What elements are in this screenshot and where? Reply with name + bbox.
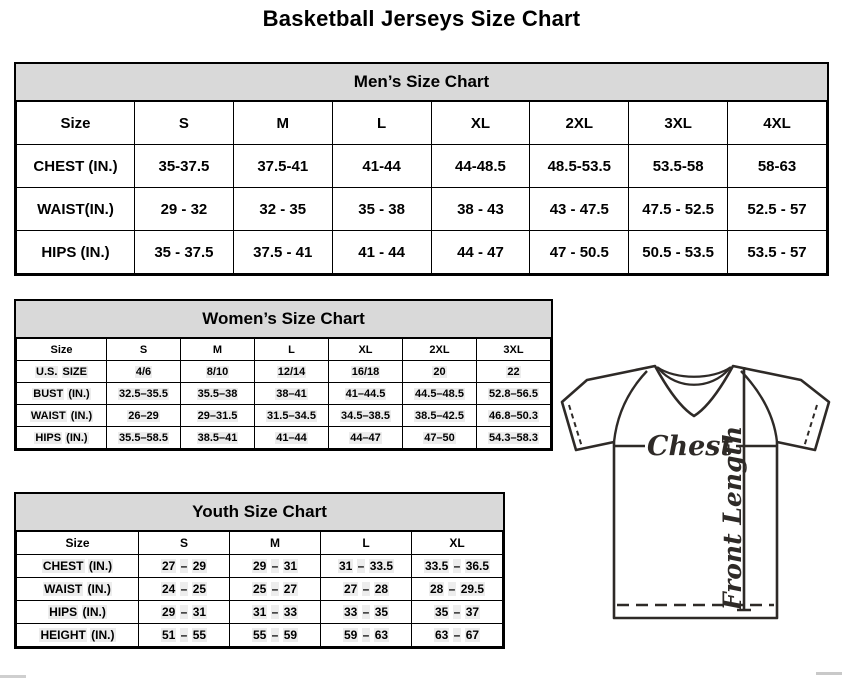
left-cuff-stitch-dashed-line bbox=[569, 405, 582, 447]
column-header-cell: XL bbox=[431, 102, 530, 145]
highlighted-text: 55 bbox=[252, 628, 267, 642]
value-cell bbox=[181, 405, 255, 427]
highlighted-text: – bbox=[180, 582, 188, 596]
value-cell bbox=[255, 361, 329, 383]
value-cell: 48.5-53.5 bbox=[530, 145, 629, 188]
column-header-cell: 2XL bbox=[403, 339, 477, 361]
highlighted-text: HIPS bbox=[49, 605, 78, 619]
value-cell: 37.5-41 bbox=[233, 145, 332, 188]
front-length-measure-label: Front Length bbox=[718, 425, 747, 611]
row-label-cell bbox=[17, 624, 139, 647]
row-label-cell: HIPS (IN.) bbox=[17, 231, 135, 274]
highlighted-text: – bbox=[357, 559, 365, 573]
table-row bbox=[17, 555, 503, 578]
row-label-cell bbox=[17, 427, 107, 449]
row-label-cell bbox=[17, 601, 139, 624]
horizontal-scrollbar-fragment-left[interactable] bbox=[0, 675, 26, 678]
highlighted-text: 29 bbox=[252, 559, 267, 573]
highlighted-text: 25 bbox=[192, 582, 207, 596]
highlighted-text: BUST bbox=[33, 387, 64, 400]
highlighted-text: 31 bbox=[252, 605, 267, 619]
highlighted-text: 27 bbox=[161, 559, 176, 573]
highlighted-text: (IN.) bbox=[87, 582, 111, 596]
highlighted-text: 38–41 bbox=[276, 387, 307, 400]
highlighted-text: 55 bbox=[192, 628, 207, 642]
table-row bbox=[17, 405, 551, 427]
column-header-cell: M bbox=[181, 339, 255, 361]
table-row bbox=[17, 361, 551, 383]
womens-table-grid bbox=[16, 338, 551, 449]
value-cell bbox=[230, 578, 321, 601]
row-label-cell bbox=[17, 405, 107, 427]
highlighted-text: – bbox=[180, 559, 188, 573]
value-cell bbox=[477, 405, 551, 427]
highlighted-text: (IN.) bbox=[91, 628, 115, 642]
table-row bbox=[17, 601, 503, 624]
value-cell: 37.5 - 41 bbox=[233, 231, 332, 274]
column-header-cell: S bbox=[135, 102, 234, 145]
size-header-row bbox=[17, 532, 503, 555]
value-cell bbox=[230, 555, 321, 578]
highlighted-text: – bbox=[271, 582, 279, 596]
highlighted-text: 4/6 bbox=[135, 365, 152, 378]
highlighted-text: HIPS bbox=[35, 431, 62, 444]
size-header-row bbox=[17, 339, 551, 361]
column-header-cell: XL bbox=[329, 339, 403, 361]
highlighted-text: CHEST bbox=[42, 559, 84, 573]
value-cell bbox=[329, 361, 403, 383]
right-cuff-stitch-dashed-line bbox=[804, 405, 817, 447]
value-cell bbox=[329, 427, 403, 449]
row-label-cell bbox=[17, 578, 139, 601]
value-cell: 29 - 32 bbox=[135, 188, 234, 231]
highlighted-text: 36.5 bbox=[465, 559, 490, 573]
column-header-cell: XL bbox=[412, 532, 503, 555]
mens-size-chart bbox=[14, 62, 829, 276]
column-header-cell: M bbox=[230, 532, 321, 555]
highlighted-text: 32.5–35.5 bbox=[119, 387, 168, 400]
value-cell bbox=[139, 555, 230, 578]
highlighted-text: – bbox=[180, 628, 188, 642]
value-cell: 47.5 - 52.5 bbox=[629, 188, 728, 231]
highlighted-text: WAIST bbox=[44, 582, 83, 596]
column-header-cell: L bbox=[255, 339, 329, 361]
highlighted-text: – bbox=[180, 605, 188, 619]
highlighted-text: (IN.) bbox=[88, 559, 113, 573]
highlighted-text: 27 bbox=[283, 582, 298, 596]
value-cell: 53.5-58 bbox=[629, 145, 728, 188]
value-cell bbox=[255, 405, 329, 427]
highlighted-text: (IN.) bbox=[82, 605, 106, 619]
collar-band-arc-outer bbox=[657, 367, 731, 377]
value-cell bbox=[255, 383, 329, 405]
value-cell: 44-48.5 bbox=[431, 145, 530, 188]
highlighted-text: 38.5–42.5 bbox=[415, 409, 464, 422]
row-label-cell: CHEST (IN.) bbox=[17, 145, 135, 188]
column-header-cell: Size bbox=[17, 339, 107, 361]
size-header-row bbox=[17, 102, 827, 145]
youth-table-grid bbox=[16, 531, 503, 647]
highlighted-text: 8/10 bbox=[206, 365, 229, 378]
column-header-cell: 2XL bbox=[530, 102, 629, 145]
highlighted-text: 12/14 bbox=[277, 365, 306, 378]
table-row bbox=[17, 383, 551, 405]
highlighted-text: – bbox=[453, 559, 461, 573]
value-cell: 32 - 35 bbox=[233, 188, 332, 231]
highlighted-text: 31 bbox=[338, 559, 353, 573]
highlighted-text: 46.8–50.3 bbox=[489, 409, 538, 422]
highlighted-text: 44.5–48.5 bbox=[415, 387, 464, 400]
jersey-outline-shape bbox=[562, 366, 829, 618]
value-cell bbox=[321, 578, 412, 601]
value-cell bbox=[230, 601, 321, 624]
value-cell bbox=[403, 361, 477, 383]
highlighted-text: 22 bbox=[507, 365, 520, 378]
value-cell: 47 - 50.5 bbox=[530, 231, 629, 274]
womens-size-table bbox=[16, 338, 551, 449]
highlighted-text: 31.5–34.5 bbox=[267, 409, 316, 422]
horizontal-scrollbar-fragment-right[interactable] bbox=[816, 672, 842, 675]
highlighted-text: 44–47 bbox=[350, 431, 381, 444]
value-cell bbox=[477, 427, 551, 449]
row-label-cell bbox=[17, 361, 107, 383]
table-row bbox=[17, 231, 827, 274]
value-cell bbox=[321, 601, 412, 624]
highlighted-text: – bbox=[362, 582, 370, 596]
highlighted-text: U.S. bbox=[36, 365, 58, 378]
value-cell bbox=[403, 427, 477, 449]
highlighted-text: 16/18 bbox=[351, 365, 380, 378]
value-cell: 35-37.5 bbox=[135, 145, 234, 188]
value-cell bbox=[139, 578, 230, 601]
column-header-cell: S bbox=[107, 339, 181, 361]
column-header-cell: Size bbox=[17, 102, 135, 145]
column-header-cell: 3XL bbox=[477, 339, 551, 361]
highlighted-text: 41–44 bbox=[276, 431, 307, 444]
highlighted-text: 29.5 bbox=[460, 582, 485, 596]
value-cell: 58-63 bbox=[728, 145, 827, 188]
highlighted-text: 52.8–56.5 bbox=[489, 387, 538, 400]
value-cell: 53.5 - 57 bbox=[728, 231, 827, 274]
womens-size-chart bbox=[14, 299, 553, 451]
highlighted-text: 33.5 bbox=[369, 559, 394, 573]
value-cell bbox=[321, 555, 412, 578]
highlighted-text: SIZE bbox=[62, 365, 87, 378]
highlighted-text: 41–44.5 bbox=[345, 387, 386, 400]
value-cell bbox=[412, 578, 503, 601]
column-header-cell: M bbox=[233, 102, 332, 145]
highlighted-text: WAIST bbox=[30, 409, 66, 422]
highlighted-text: 33.5 bbox=[424, 559, 449, 573]
highlighted-text: 25 bbox=[252, 582, 267, 596]
highlighted-text: 20 bbox=[433, 365, 446, 378]
highlighted-text: 35.5–38 bbox=[197, 387, 238, 400]
highlighted-text: – bbox=[362, 628, 370, 642]
value-cell bbox=[412, 624, 503, 647]
youth-size-chart bbox=[14, 492, 505, 649]
page-title: Basketball Jerseys Size Chart bbox=[262, 6, 581, 31]
table-row bbox=[17, 145, 827, 188]
highlighted-text: – bbox=[453, 605, 461, 619]
highlighted-text: 29–31.5 bbox=[197, 409, 238, 422]
column-header-cell: S bbox=[139, 532, 230, 555]
youth-chart-title: Youth Size Chart bbox=[16, 494, 503, 531]
row-label-cell bbox=[17, 555, 139, 578]
mens-size-table bbox=[16, 101, 827, 274]
highlighted-text: 29 bbox=[192, 559, 207, 573]
highlighted-text: 27 bbox=[343, 582, 358, 596]
womens-chart-title: Women’s Size Chart bbox=[16, 301, 551, 338]
value-cell bbox=[403, 383, 477, 405]
column-header-cell: L bbox=[332, 102, 431, 145]
highlighted-text: 51 bbox=[161, 628, 176, 642]
value-cell bbox=[181, 427, 255, 449]
value-cell bbox=[107, 427, 181, 449]
value-cell bbox=[321, 624, 412, 647]
highlighted-text: 28 bbox=[374, 582, 389, 596]
highlighted-text: – bbox=[271, 605, 279, 619]
value-cell bbox=[329, 405, 403, 427]
value-cell bbox=[412, 555, 503, 578]
highlighted-text: 34.5–38.5 bbox=[341, 409, 390, 422]
column-header-cell: L bbox=[321, 532, 412, 555]
column-header-cell: 4XL bbox=[728, 102, 827, 145]
highlighted-text: 47–50 bbox=[424, 431, 455, 444]
table-row bbox=[17, 578, 503, 601]
row-label-cell: WAIST(IN.) bbox=[17, 188, 135, 231]
highlighted-text: – bbox=[453, 628, 461, 642]
value-cell bbox=[139, 624, 230, 647]
highlighted-text: 37 bbox=[465, 605, 480, 619]
value-cell bbox=[139, 601, 230, 624]
youth-size-table bbox=[16, 531, 503, 647]
value-cell bbox=[107, 405, 181, 427]
highlighted-text: 31 bbox=[283, 559, 298, 573]
highlighted-text: 63 bbox=[434, 628, 449, 642]
value-cell: 35 - 37.5 bbox=[135, 231, 234, 274]
highlighted-text: – bbox=[271, 628, 279, 642]
value-cell bbox=[403, 405, 477, 427]
highlighted-text: 35 bbox=[434, 605, 449, 619]
value-cell: 41-44 bbox=[332, 145, 431, 188]
highlighted-text: 29 bbox=[161, 605, 176, 619]
value-cell bbox=[181, 361, 255, 383]
table-row bbox=[17, 188, 827, 231]
jersey-diagram bbox=[557, 358, 841, 630]
column-header-cell: 3XL bbox=[629, 102, 728, 145]
value-cell bbox=[329, 383, 403, 405]
table-row bbox=[17, 624, 503, 647]
highlighted-text: 63 bbox=[374, 628, 389, 642]
highlighted-text: – bbox=[448, 582, 456, 596]
highlighted-text: 33 bbox=[283, 605, 298, 619]
value-cell bbox=[412, 601, 503, 624]
value-cell: 52.5 - 57 bbox=[728, 188, 827, 231]
highlighted-text: 33 bbox=[343, 605, 358, 619]
highlighted-text: 24 bbox=[161, 582, 176, 596]
row-label-cell bbox=[17, 383, 107, 405]
table-row bbox=[17, 427, 551, 449]
highlighted-text: (IN.) bbox=[70, 409, 93, 422]
value-cell bbox=[230, 624, 321, 647]
highlighted-text: 38.5–41 bbox=[197, 431, 238, 444]
highlighted-text: (IN.) bbox=[68, 387, 90, 400]
highlighted-text: 31 bbox=[192, 605, 207, 619]
value-cell: 41 - 44 bbox=[332, 231, 431, 274]
highlighted-text: 67 bbox=[465, 628, 480, 642]
value-cell: 44 - 47 bbox=[431, 231, 530, 274]
highlighted-text: 59 bbox=[283, 628, 298, 642]
highlighted-text: 28 bbox=[429, 582, 444, 596]
value-cell bbox=[181, 383, 255, 405]
highlighted-text: HEIGHT bbox=[40, 628, 86, 642]
value-cell bbox=[477, 361, 551, 383]
value-cell: 43 - 47.5 bbox=[530, 188, 629, 231]
highlighted-text: 26–29 bbox=[128, 409, 159, 422]
column-header-cell: Size bbox=[17, 532, 139, 555]
left-seam-line bbox=[614, 371, 647, 442]
highlighted-text: 35 bbox=[374, 605, 389, 619]
chest-measure-label: Chest bbox=[647, 431, 733, 462]
mens-table-grid bbox=[16, 101, 827, 274]
highlighted-text: 35.5–58.5 bbox=[119, 431, 168, 444]
highlighted-text: (IN.) bbox=[66, 431, 88, 444]
highlighted-text: – bbox=[271, 559, 279, 573]
mens-chart-title: Men’s Size Chart bbox=[16, 64, 827, 101]
highlighted-text: 54.3–58.3 bbox=[489, 431, 538, 444]
value-cell bbox=[107, 361, 181, 383]
value-cell bbox=[107, 383, 181, 405]
highlighted-text: 59 bbox=[343, 628, 358, 642]
value-cell: 35 - 38 bbox=[332, 188, 431, 231]
value-cell: 50.5 - 53.5 bbox=[629, 231, 728, 274]
value-cell: 38 - 43 bbox=[431, 188, 530, 231]
value-cell bbox=[477, 383, 551, 405]
value-cell bbox=[255, 427, 329, 449]
highlighted-text: – bbox=[362, 605, 370, 619]
